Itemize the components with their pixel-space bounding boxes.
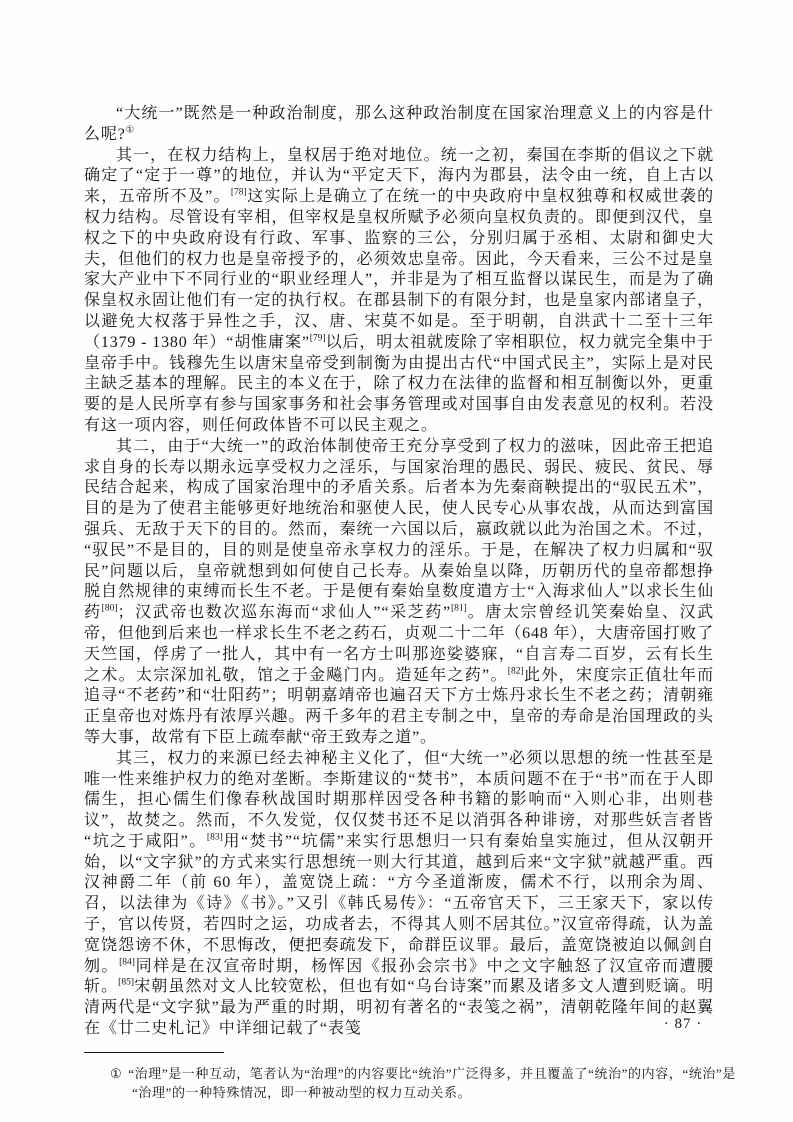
paragraph: 其一，在权力结构上，皇权居于绝对地位。统一之初，秦国在李斯的倡议之下就确定了“定于一尊”的地位，并认为“平定天下，海内为郡县，法令由一统，自上古以来，五帝所不及”。[78]这实际上是确立了在统一的中央政府中皇权独尊和权威世袭的权力结构。尽管设有宰相，但宰权是皇权所赋予必须向皇权负责的。即便到汉代，皇权之下的中央政府设有行政、军事、监察的三公，分别归属于丞相、太尉和御史大夫，但他们的权力也是皇帝授予的，必须效忠皇帝。因此，今天看来，三公不过是皇家大产业中下不同行业的“职业经理人”，并非是为了相互监督以谋民生，而是为了确保皇权永固让他们有一定的执行权。在郡县制下的有限分封，也是皇家内部诸皇子，以避免大权落于异性之手，汉、唐、宋莫不如是。至于明朝，自洪武十二至十三年（1379 - 1380 年）“胡惟庸案”[79]以后，明太祖就废除了宰相职位，权力就完全集中于皇帝手中。钱穆先生以唐宋皇帝受到制衡为由提出古代“中国式民主”，实际上是对民主缺乏基本的理解。民主的本义在于，除了权力在法律的监督和相互制衡以外，更重要的是人民所享有参与国家事务和社会事务管理或对国事自由发表意见的权利。若没有这一项内容，则任何政体皆不可以民主观之。: [84, 146, 714, 434]
footnote-text: “治理”是一种互动，笔者认为“治理”的内容要比“统治”广泛得多，并且覆盖了“统治”的内容，“统治”是“治理”的一种特殊情况，即一种被动型的权力互动关系。: [128, 1065, 736, 1101]
citation-ref-81: [81]: [451, 603, 467, 614]
page-number: · 87 ·: [663, 1016, 703, 1032]
paragraph: 其二，由于“大统一”的政治体制使帝王充分享受到了权力的滋味，因此帝王把追求自身的长寿以期永远享受权力之淫乐，与国家治理的愚民、弱民、疲民、贫民、辱民结合起来，构成了国家治理中的矛盾关系。后者本为先秦商鞅提出的“驭民五术”，目的是为了使君主能够更好地统治和驱使人民，使人民专心从事农战，从而达到富国强兵、无敌于天下的目的。然而，秦统一六国以后，嬴政就以此为治国之术。不过，“驭民”不是目的，目的则是使皇帝永享权力的淫乐。于是，在解决了权力归属和“驭民”问题以后，皇帝就想到如何使自己长寿。从秦始皇以降，历朝历代的皇帝都想挣脱自然规律的束缚而长生不老。于是便有秦始皇数度遣方士“入海求仙人”以求长生仙药[80]；汉武帝也数次巡东海而“求仙人”“采芝药”[81]。唐太宗曾经讥笑秦始皇、汉武帝，但他到后来也一样求长生不老之药石，贞观二十二年（648 年），大唐帝国打败了天竺国，俘虏了一批人，其中有一名方士叫那迩娑婆寐，“自言寿二百岁，云有长生之术。太宗深加礼敬，馆之于金飚门内。造延年之药”。[82]此外，宋度宗正值壮年而追寻“不老药”和“壮阳药”；明朝嘉靖帝也遍召天下方士炼丹求长生不老之药；清朝雍正皇帝也对炼丹有浓厚兴趣。两千多年的君主专制之中，皇帝的寿命是治国理政的头等大事，故常有下臣上疏奉献“帝王致寿之道”。: [84, 437, 715, 746]
paragraphs: [84, 104, 714, 1040]
footnote-marker: ①: [110, 1065, 123, 1081]
footnote-divider: [84, 1052, 224, 1053]
citation-ref-80: [80]: [101, 603, 118, 614]
citation-ref-85: [85]: [118, 978, 134, 989]
paragraph: “大统一”既然是一种政治制度，那么这种政治制度在国家治理意义上的内容是什么呢?①: [84, 105, 714, 143]
citation-ref-78: [78]: [230, 187, 247, 198]
page-body: [84, 104, 736, 1103]
footnote: [84, 1052, 736, 1103]
paragraph: 其三，权力的来源已经去神秘主义化了，但“大统一”必须以思想的统一性甚至是唯一性来维护权力的绝对垄断。李斯建议的“焚书”，本质问题不在于“书”而在于人即儒生，担心儒生们像春秋战国时期那样因受各种书籍的影响而“入则心非，出则巷议”，故焚之。然而，不久发觉，仅仅焚书还不足以消弭各种诽谤，对那些妖言者皆“坑之于咸阳”。[83]用“焚书”“坑儒”来实行思想归一只有秦始皇实施过，但从汉朝开始，以“文字狱”的方式来实行思想统一则大行其道，越到后来“文字狱”就越严重。西汉神爵二年（前 60 年），盖宽饶上疏：“方今圣道渐废，儒术不行，以刑余为周、召，以法律为《诗》《书》。”又引《韩氏易传》：“五帝官天下，三王家天下，家以传子，官以传贤，若四时之运，功成者去，不得其人则不居其位。”汉宣帝得疏，认为盖宽饶怨谤不休，不思悔改，便把奏疏发下，命群臣议罪。最后，盖宽饶被迫以佩剑自刎。[84]同样是在汉宣帝时期，杨恽因《报孙会宗书》中之文字触怒了汉宣帝而遭腰斩。[85]宋朝虽然对文人比较宽松，但也有如“乌台诗案”而累及诸多文人遭到贬谪。明清两代是“文字狱”最为严重的时期，明初有著名的“表笺之祸”，清朝乾隆年间的赵翼在《廿二史札记》中详细记载了“表笺: [84, 749, 714, 1038]
citation-ref-79: [79]: [309, 333, 326, 344]
citation-ref-82: [82]: [507, 666, 524, 677]
citation-ref-84: [84]: [119, 957, 135, 968]
footnote-ref-1: ①: [125, 125, 135, 136]
citation-ref-83: [83]: [206, 832, 223, 843]
footnote-body: [110, 1064, 736, 1103]
